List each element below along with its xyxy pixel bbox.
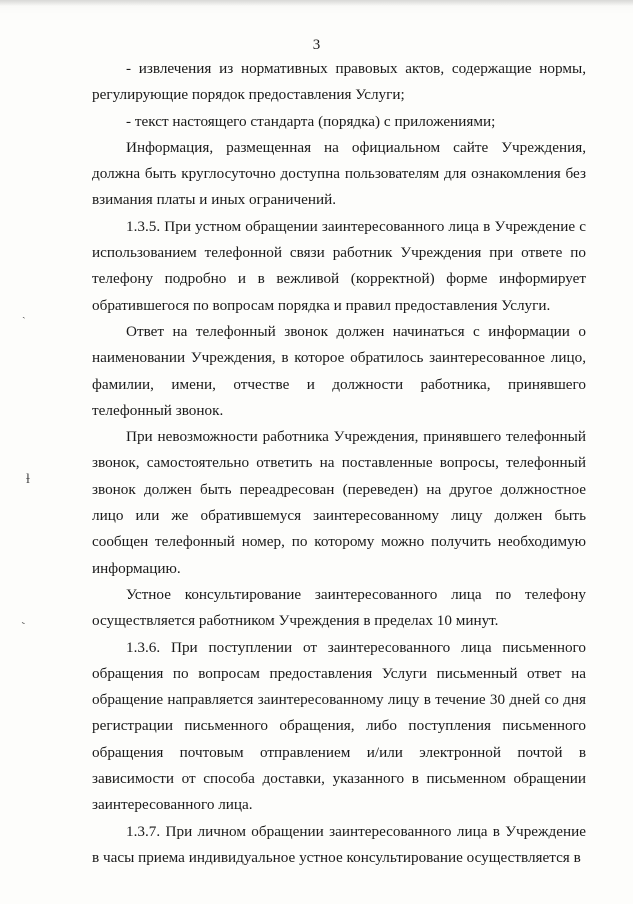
scan-speck: ˞ xyxy=(22,617,26,629)
paragraph: Устное консультирование заинтересованного лица по телефону осуществляется работником Учреждения в пределах 10 минут. xyxy=(92,585,586,630)
paragraph: Информация, размещенная на официальном сайте Учреждения, должна быть круглосуточно доступна пользователям для ознакомления без взимания платы и иных ограничений. xyxy=(92,138,586,209)
paragraph: 1.3.7. При личном обращении заинтересованного лица в Учреждение в часы приема индивидуальное устное консультирование осуществляется в xyxy=(92,822,586,866)
paragraph: 1.3.5. При устном обращении заинтересованного лица в Учреждение с использованием телефонной связи работник Учреждения при ответе по телефону подробно и в вежливой (корректной) форме информирует обратившегося по вопросам порядка и правил предоставления Услуги. xyxy=(92,217,586,314)
scan-mark: ƚ xyxy=(26,472,30,487)
paragraph: - текст настоящего стандарта (порядка) с приложениями; xyxy=(126,112,496,130)
document-body xyxy=(92,56,586,871)
paragraph: - извлечения из нормативных правовых актов, содержащие нормы, регулирующие порядок предоставления Услуги; xyxy=(92,60,586,104)
page-number: 3 xyxy=(312,37,321,53)
paragraph: 1.3.6. При поступлении от заинтересованного лица письменного обращения по вопросам предоставления Услуги письменный ответ на обращение направляется заинтересованному лицу в течение 30 дней со дня регистрации письменного обращения, либо поступления письменного обращения почтовым отправлением и/или электронной почтой в зависимости от способа доставки, указанного в письменном обращении заинтересованного лица. xyxy=(92,638,586,814)
scan-speck: ˎ xyxy=(22,307,26,319)
scan-edge xyxy=(0,0,633,6)
paragraph: Ответ на телефонный звонок должен начинаться с информации о наименовании Учреждения, в которое обратилось заинтересованное лицо, фамилии, имени, отчестве и должности работника, принявшего телефонный звонок. xyxy=(92,322,586,419)
paragraph: При невозможности работника Учреждения, принявшего телефонный звонок, самостоятельно ответить на поставленные вопросы, телефонный звонок должен быть переадресован (переведен) на другое должностное лицо или же обратившемуся заинтересованному лицу должен быть сообщен телефонный номер, по которому можно получить необходимую информацию. xyxy=(92,428,586,577)
